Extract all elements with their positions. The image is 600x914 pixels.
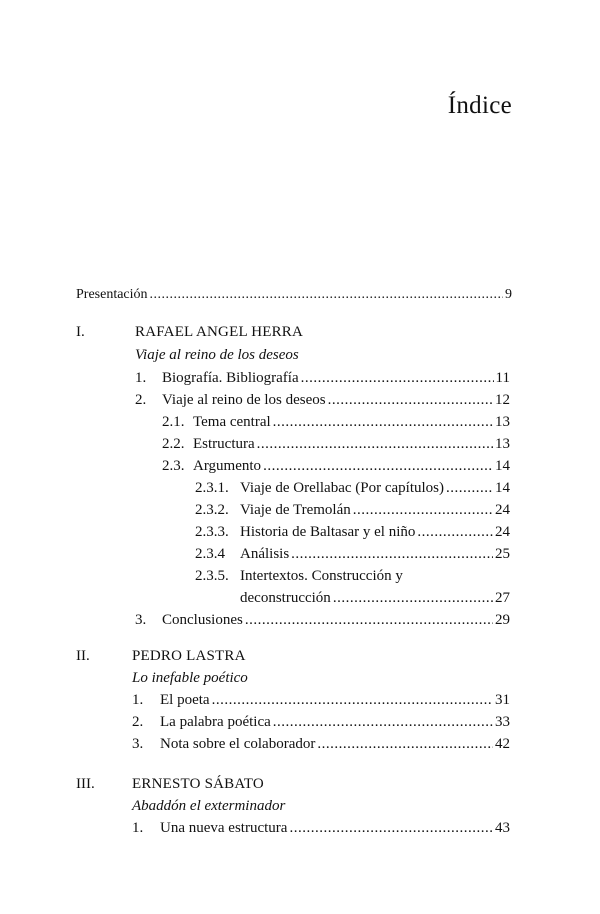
toc-entry-number: 2.1. bbox=[162, 414, 185, 430]
toc-entry-label: Análisis bbox=[240, 546, 290, 562]
toc-entry-number: 2.3.4 bbox=[195, 546, 225, 562]
leader-dots bbox=[353, 499, 493, 521]
toc-entry-label: Presentación bbox=[76, 287, 148, 302]
toc-entry[interactable] bbox=[195, 477, 510, 499]
toc-entry-page: 27 bbox=[495, 590, 510, 606]
toc-entry-page: 29 bbox=[495, 612, 510, 628]
toc-entry-page: 24 bbox=[495, 502, 510, 518]
toc-entry-page: 24 bbox=[495, 524, 510, 540]
toc-entry-page: 43 bbox=[495, 820, 510, 836]
toc-entry-page: 13 bbox=[495, 414, 510, 430]
toc-entry[interactable] bbox=[195, 543, 510, 565]
toc-entry[interactable] bbox=[135, 389, 510, 411]
toc-entry[interactable] bbox=[162, 411, 510, 433]
toc-entry-number: 3. bbox=[135, 612, 147, 628]
toc-entry-label: Viaje de Orellabac (Por capítulos) bbox=[240, 480, 445, 496]
toc-entry[interactable] bbox=[162, 433, 510, 455]
toc-entry[interactable] bbox=[132, 733, 510, 755]
leader-dots bbox=[257, 433, 493, 455]
toc-entry-number: 2.3.1. bbox=[195, 480, 229, 496]
toc-entry-label: Tema central bbox=[193, 414, 271, 430]
section-author: RAFAEL ANGEL HERRA bbox=[135, 324, 304, 340]
toc-entry-number: 1. bbox=[132, 820, 144, 836]
toc-entry-page: 33 bbox=[495, 714, 510, 730]
leader-dots bbox=[328, 389, 493, 411]
section-work-title: Abaddón el exterminador bbox=[132, 798, 286, 814]
toc-entry-page: 42 bbox=[495, 736, 510, 752]
toc-entry[interactable] bbox=[195, 565, 510, 587]
toc-entry-page: 14 bbox=[495, 480, 510, 496]
leader-dots bbox=[417, 521, 493, 543]
toc-entry-presentacion[interactable] bbox=[76, 284, 512, 306]
toc-entry-label: El poeta bbox=[160, 692, 210, 708]
toc-entry[interactable] bbox=[135, 367, 510, 389]
leader-dots bbox=[301, 367, 494, 389]
leader-dots bbox=[212, 689, 493, 711]
toc-entry-label: Conclusiones bbox=[162, 612, 243, 628]
section-work-title: Lo inefable poético bbox=[132, 670, 248, 686]
leader-dots bbox=[273, 711, 493, 733]
toc-entry-label: Nota sobre el colaborador bbox=[160, 736, 316, 752]
toc-entry-page: 9 bbox=[505, 287, 512, 302]
leader-dots bbox=[263, 455, 493, 477]
toc-entry-number: 1. bbox=[135, 370, 147, 386]
leader-dots bbox=[446, 477, 493, 499]
toc-entry-page: 14 bbox=[495, 458, 510, 474]
toc-entry-label: Estructura bbox=[193, 436, 255, 452]
toc-entry-number: 2.3.3. bbox=[195, 524, 229, 540]
leader-dots bbox=[291, 543, 493, 565]
section-author: ERNESTO SÁBATO bbox=[132, 776, 264, 792]
section-numeral: I. bbox=[76, 324, 85, 340]
toc-entry[interactable] bbox=[132, 817, 510, 839]
toc-entry[interactable] bbox=[132, 689, 510, 711]
page-title: Índice bbox=[447, 92, 512, 119]
section-numeral: II. bbox=[76, 648, 90, 664]
toc-entry-number: 2.3.5. bbox=[195, 568, 229, 584]
toc-entry[interactable] bbox=[135, 609, 510, 631]
section-work-title: Viaje al reino de los deseos bbox=[135, 347, 299, 363]
toc-entry-page: 25 bbox=[495, 546, 510, 562]
leader-dots bbox=[317, 733, 493, 755]
toc-entry-number: 2.3. bbox=[162, 458, 185, 474]
toc-entry-label: Viaje de Tremolán bbox=[240, 502, 351, 518]
toc-entry-number: 2. bbox=[135, 392, 147, 408]
toc-entry[interactable] bbox=[195, 521, 510, 543]
leader-dots bbox=[333, 587, 493, 609]
toc-entry-label: deconstrucción bbox=[240, 590, 331, 606]
leader-dots bbox=[273, 411, 493, 433]
toc-entry-number: 2.2. bbox=[162, 436, 185, 452]
toc-entry[interactable] bbox=[132, 711, 510, 733]
toc-entry-number: 1. bbox=[132, 692, 144, 708]
toc-entry-page: 31 bbox=[495, 692, 510, 708]
section-author: PEDRO LASTRA bbox=[132, 648, 246, 664]
toc-entry-label: Viaje al reino de los deseos bbox=[162, 392, 326, 408]
toc-entry-label: Argumento bbox=[193, 458, 262, 474]
toc-entry[interactable] bbox=[162, 455, 510, 477]
toc-entry-number: 2.3.2. bbox=[195, 502, 229, 518]
toc-entry-number: 2. bbox=[132, 714, 144, 730]
toc-entry-label: Una nueva estructura bbox=[160, 820, 288, 836]
toc-entry[interactable] bbox=[240, 587, 510, 609]
leader-dots bbox=[289, 817, 493, 839]
toc-entry-number: 3. bbox=[132, 736, 144, 752]
toc-entry-label: Intertextos. Construcción y bbox=[240, 568, 403, 584]
toc-entry-label: Biografía. Bibliografía bbox=[162, 370, 299, 386]
toc-entry[interactable] bbox=[195, 499, 510, 521]
toc-entry-page: 12 bbox=[495, 392, 510, 408]
toc-entry-page: 13 bbox=[495, 436, 510, 452]
toc-entry-page: 11 bbox=[495, 370, 510, 386]
section-numeral: III. bbox=[76, 776, 95, 792]
toc-entry-label: Historia de Baltasar y el niño bbox=[240, 524, 416, 540]
leader-dots bbox=[150, 284, 503, 306]
leader-dots bbox=[245, 609, 493, 631]
toc-entry-label: La palabra poética bbox=[160, 714, 271, 730]
